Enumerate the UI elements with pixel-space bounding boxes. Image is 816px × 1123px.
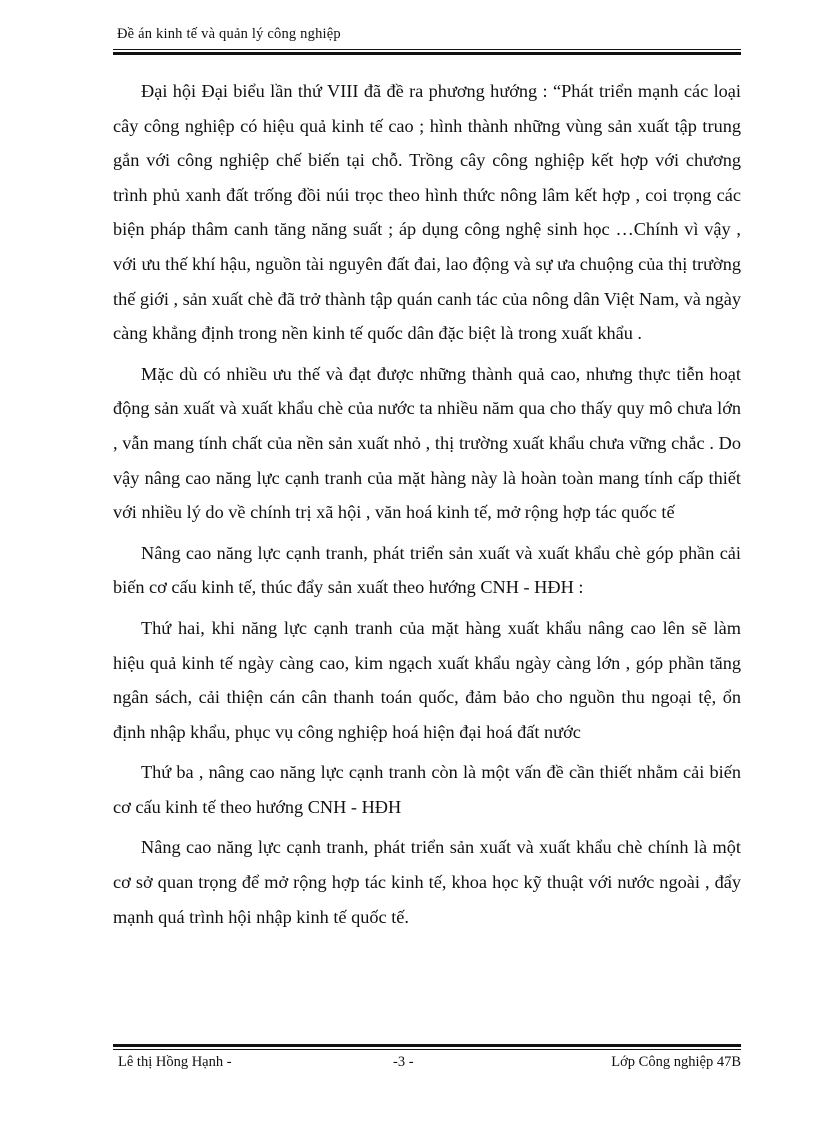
page-header-title: Đề án kinh tế và quản lý công nghiệp	[117, 26, 341, 42]
footer-rule-thin	[113, 1049, 741, 1050]
paragraph-1: Đại hội Đại biểu lần thứ VIII đã đề ra phương hướng : “Phát triển mạnh các loại cây công nghiệp có hiệu quả kinh tế cao ; hình thành những vùng sản xuất tập trung gắn với công nghiệp chế biến tại chỗ. Trồng cây công nghiệp kết hợp với chương trình phủ xanh đất trống đồi núi trọc theo hình thức nông lâm kết hợp , coi trọng các biện pháp thâm canh tăng năng suất ; áp dụng công nghệ sinh học …Chính vì vậy , với ưu thế khí hậu, nguồn tài nguyên đất đai, lao động và sự ưa chuộng của thị trường thế giới , sản xuất chè đã trở thành tập quán canh tác của nông dân Việt Nam, và ngày càng khẳng định trong nền kinh tế quốc dân đặc biệt là trong xuất khẩu .	[113, 81, 741, 344]
paragraph-2: Mặc dù có nhiều ưu thế và đạt được những thành quả cao, nhưng thực tiễn hoạt động sản xuất và xuất khẩu chè của nước ta nhiều năm qua cho thấy quy mô chưa lớn , vẫn mang tính chất của nền sản xuất nhỏ , thị trường xuất khẩu chưa vững chắc . Do vậy nâng cao năng lực cạnh tranh của mặt hàng này là hoàn toàn mang tính cấp thiết với nhiều lý do về chính trị xã hội , văn hoá kinh tế, mở rộng hợp tác quốc tế	[113, 363, 741, 523]
footer-rule-thick	[113, 1044, 741, 1047]
paragraph-5: Thứ ba , nâng cao năng lực cạnh tranh còn là một vấn đề cần thiết nhằm cải biến cơ cấu kinh tế theo hướng CNH - HĐH	[113, 762, 741, 817]
paragraph-3: Nâng cao năng lực cạnh tranh, phát triển sản xuất và xuất khẩu chè góp phần cải biến cơ cấu kinh tế, thúc đẩy sản xuất theo hướng CNH - HĐH :	[113, 542, 741, 598]
header-rule-thin	[113, 49, 741, 50]
header-rule-thick	[113, 52, 741, 55]
paragraph-4: Thứ hai, khi năng lực cạnh tranh của mặt hàng xuất khẩu nâng cao lên sẽ làm hiệu quả kinh tế ngày càng cao, kim ngạch xuất khẩu ngày càng lớn , góp phần tăng ngân sách, cải thiện cán cân thanh toán quốc, đảm bảo cho nguồn thu ngoại tệ, ổn định nhập khẩu, phục vụ công nghiệp hoá hiện đại hoá đất nước	[113, 617, 741, 742]
footer-page-number: -3 -	[393, 1054, 414, 1070]
paragraph-6: Nâng cao năng lực cạnh tranh, phát triển sản xuất và xuất khẩu chè chính là một cơ sở quan trọng để mở rộng hợp tác kinh tế, khoa học kỹ thuật với nước ngoài , đẩy mạnh quá trình hội nhập kinh tế quốc tế.	[113, 837, 741, 927]
document-body	[113, 74, 741, 940]
page-footer	[113, 1054, 741, 1076]
footer-class-name: Lớp Công nghiệp 47B	[611, 1054, 741, 1070]
footer-author: Lê thị Hồng Hạnh -	[118, 1054, 232, 1070]
